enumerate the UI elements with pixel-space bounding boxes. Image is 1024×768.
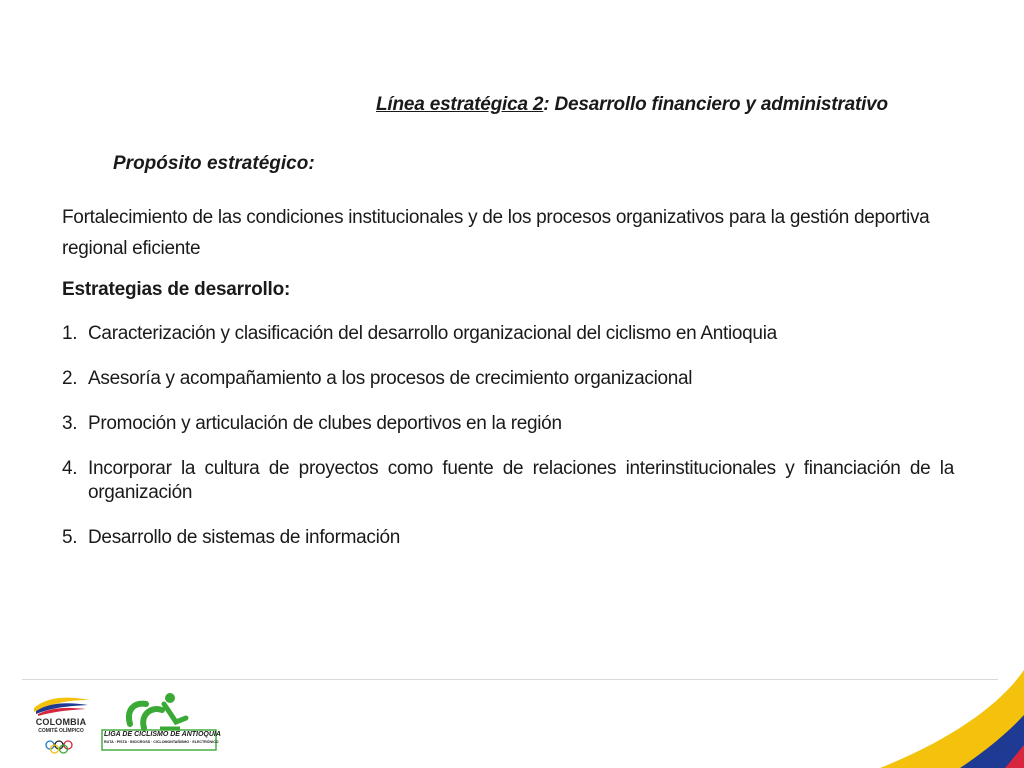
liga-logo-name: LIGA DE CICLISMO DE ANTIOQUIA [104,731,221,738]
footer-divider [22,679,998,680]
strategies-list [62,322,954,571]
list-item [62,457,954,505]
list-item-text: Promoción y articulación de clubes deportivos en la región [88,413,562,434]
list-item-text: Incorporar la cultura de proyectos como fuente de relaciones interinstitucionales y financiación de la organización [88,458,954,503]
purpose-label: Propósito estratégico: [113,153,315,174]
liga-ciclismo-logo [100,688,221,754]
strategies-label: Estrategias de desarrollo: [62,279,291,300]
list-item-number: 4. [62,458,78,479]
colombia-olympic-logo [28,692,94,758]
list-item [62,412,954,436]
list-item [62,367,954,391]
list-item-text: Desarrollo de sistemas de información [88,527,401,548]
list-item [62,322,954,346]
title-rest: : Desarrollo financiero y administrativo [543,94,888,115]
list-item [62,526,954,550]
list-item-text: Asesoría y acompañamiento a los procesos de crecimiento organizacional [88,368,693,389]
title-underlined-part: Línea estratégica 2 [376,94,544,115]
colombia-logo-sub: COMITÉ OLÍMPICO [38,728,84,734]
purpose-text: Fortalecimiento de las condiciones institucionales y de los procesos organizativos para la gestión deportiva regional eficiente [62,207,930,259]
list-item-number: 2. [62,368,78,389]
cyclist-icon [100,688,221,754]
colombia-logo-name: COLOMBIA [35,717,87,727]
slide-title [376,94,888,116]
list-item-number: 1. [62,323,78,344]
list-item-text: Caracterización y clasificación del desarrollo organizacional del ciclismo en Antioquia [88,323,777,344]
list-item-number: 3. [62,413,78,434]
liga-logo-sub: RUTA · PISTA · BICICROSS · CICLOMONTAÑISMO · ELECTRÓNICO [104,740,219,744]
list-item-number: 5. [62,527,78,548]
